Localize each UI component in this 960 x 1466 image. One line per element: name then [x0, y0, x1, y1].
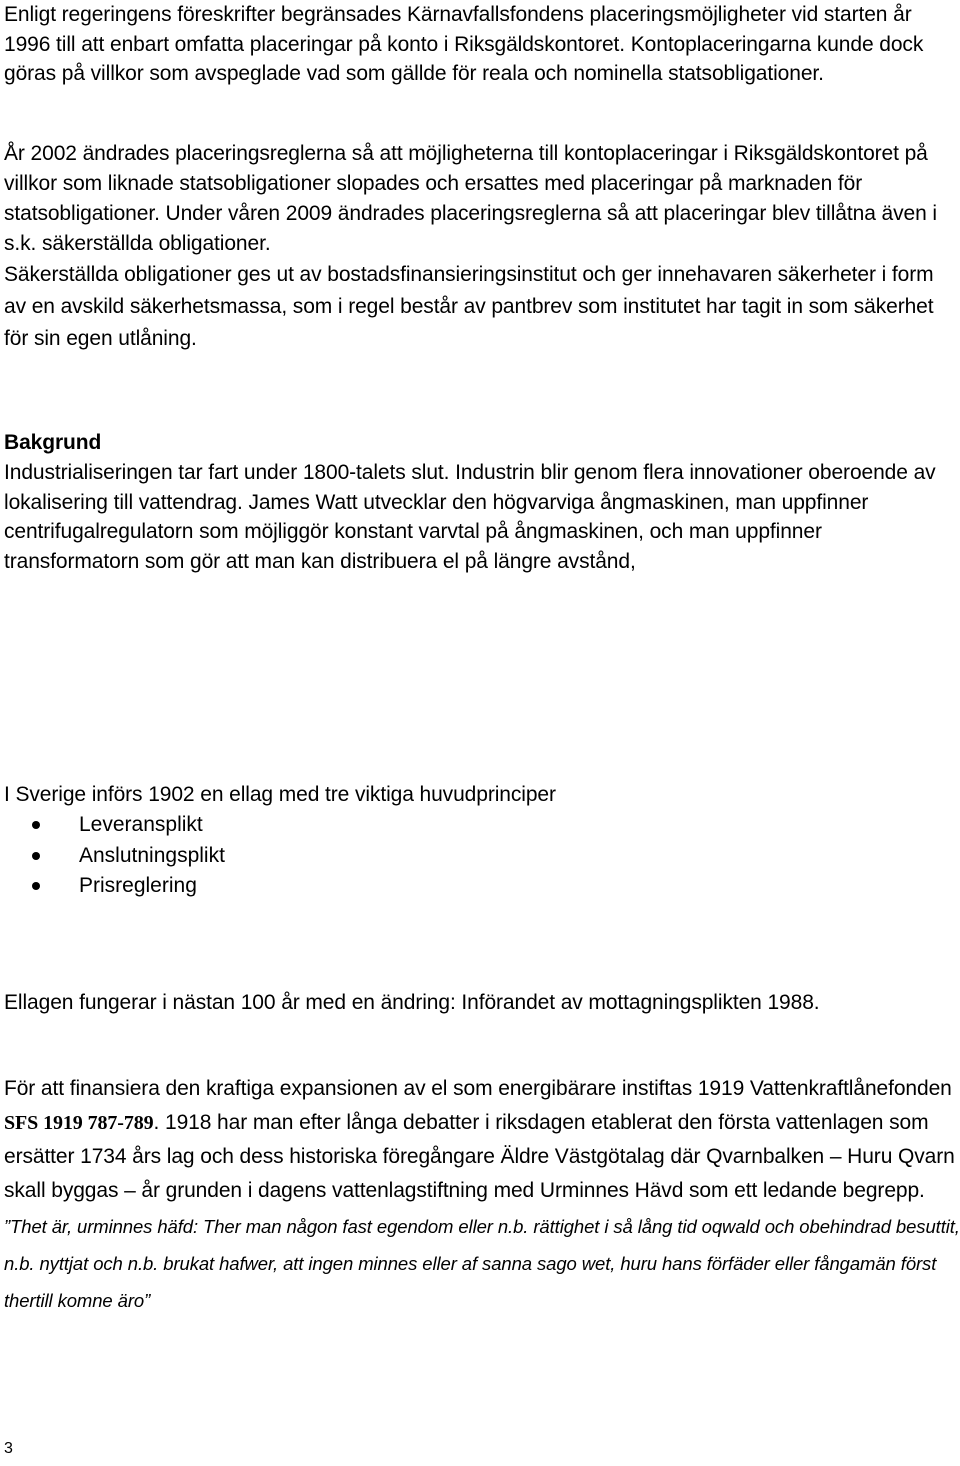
paragraph-vattenkraftlanefonden: För att finansiera den kraftiga expansionen av el som energibärare instiftas 1919 Vattenkraftlånefonden SFS 1919 787-789. 1918 har man efter långa debatter i riksdagen etablerat den första vattenlagen som ersätter 1734 års lag och dess historiska föregångare Äldre Västgötalag där Qvarnbalken – Huru Qvarn skall byggas – år grunden i dagens vattenlagstiftning med Urminnes Hävd som ett ledande begrepp. ”Thet är, urminnes häfd: Ther man någon fast egendom eller n.b. rättighet i så lång tid oqwald och obehindrad besuttit, n.b. nyttjat och n.b. brukat hafwer, att ingen minnes eller af sanna sago wet, huru hans förfäder eller fångamän först thertill komne äro” [4, 1077, 960, 1311]
bullet-icon [32, 821, 40, 829]
paragraph-ellag-1902: I Sverige införs 1902 en ellag med tre viktiga huvudprinciper [4, 783, 556, 806]
paragraph-placeringsregler-2002: År 2002 ändrades placeringsreglerna så att möjligheterna till kontoplaceringar i Riksgäldskontoret på villkor som liknade statsobligationer slopades och ersattes med placeringar på marknaden för statsobligationer. Under våren 2009 ändrades placeringsreglerna så att placeringar blev tillåtna även i s.k. säkerställda obligationer. [4, 142, 937, 255]
list-item: Prisreglering [4, 871, 225, 902]
paragraph-ellagen-mottagningsplikt: Ellagen fungerar i nästan 100 år med en ändring: Införandet av mottagningsplikten 1988. [4, 991, 820, 1014]
sfs-reference: SFS 1919 787-789 [4, 1112, 154, 1134]
paragraph-karnavfallsfonden: Enligt regeringens föreskrifter begränsades Kärnavfallsfondens placeringsmöjligheter vid starten år 1996 till att enbart omfatta placeringar på konto i Riksgäldskontoret. Kontoplaceringarna kunde dock göras på villkor som avspeglade vad som gällde för reala och nominella statsobligationer. [4, 3, 924, 85]
huvudprinciper-list [4, 810, 225, 902]
list-item: Leveransplikt [4, 810, 225, 841]
list-item: Anslutningsplikt [4, 841, 225, 872]
page-number: 3 [4, 1440, 13, 1457]
urminnes-havd-quote: ”Thet är, urminnes häfd: Ther man någon fast egendom eller n.b. rättighet i så lång tid oqwald och obehindrad besuttit, n.b. nyttjat och n.b. brukat hafwer, att ingen minnes eller af sanna sago wet, huru hans förfäder eller fångamän först thertill komne äro” [4, 1216, 960, 1311]
paragraph-industrialisering: Industrialiseringen tar fart under 1800-talets slut. Industrin blir genom flera innovationer oberoende av lokalisering till vattendrag. James Watt utvecklar den högvarviga ångmaskinen, man uppfinner centrifugalregulatorn som möjliggör konstant varvtal på ångmaskinen, och man uppfinner transformatorn som gör att man kan distribuera el på längre avstånd, [4, 461, 936, 573]
bullet-icon [32, 882, 40, 890]
section-heading-bakgrund: Bakgrund [4, 431, 102, 454]
paragraph-sakerstallda-obligationer: Säkerställda obligationer ges ut av bostadsfinansieringsinstitut och ger innehavaren säkerheter i form av en avskild säkerhetsmassa, som i regel består av pantbrev som institutet har tagit in som säkerhet för sin egen utlåning. [4, 263, 934, 350]
bullet-icon [32, 852, 40, 860]
